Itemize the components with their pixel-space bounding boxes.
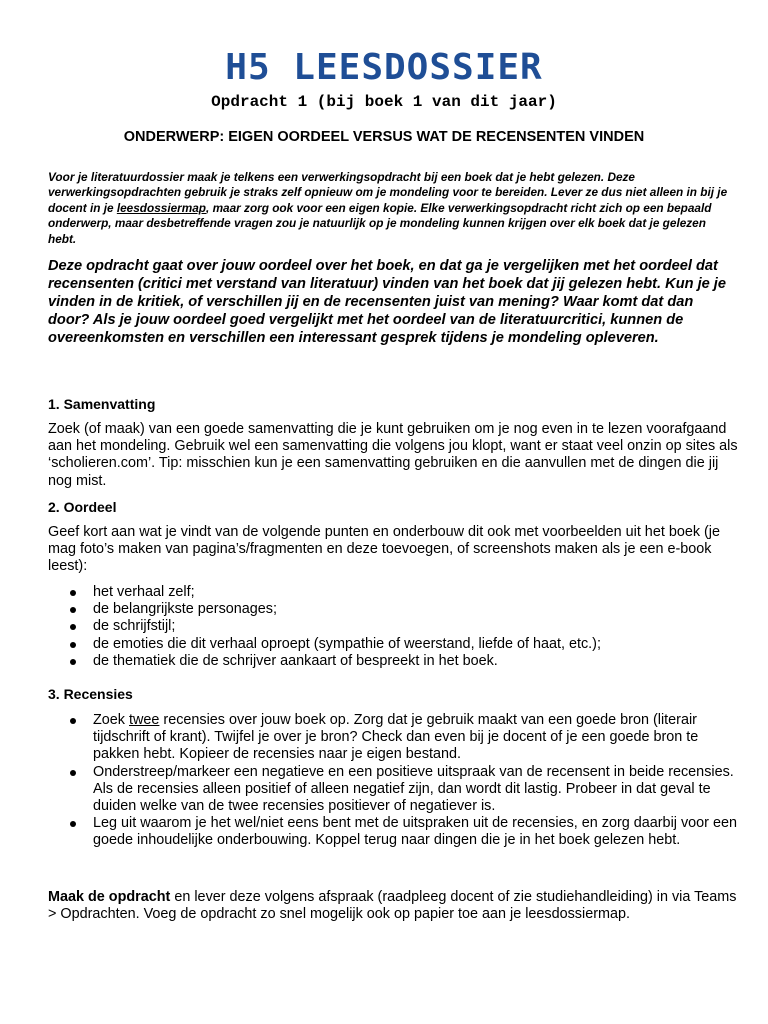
section-2-text: Geef kort aan wat je vindt van de volgende punten en onderbouw dit ook met voorbeelden uit het boek (je mag foto’s maken van pagina’s/fragmenten en deze toevoegen, of screenshots maken als je een e-book leest): [48, 524, 721, 575]
bullet-icon [70, 659, 76, 665]
list-item [48, 618, 738, 635]
list-item [48, 764, 738, 816]
lead-paragraph: Deze opdracht gaat over jouw oordeel over het boek, en dat ga je vergelijken met het oordeel dat recensenten (critici met verstand van literatuur) vinden van het boek dat jij gelezen hebt. Kun je je vinden in de kritiek, of verschillen jij en de recensenten juist van mening? Waar komt dat dan door? Als je jouw oordeel goed vergelijkt met het oordeel van de literatuurcritici, kunnen de overeenkomsten en verschillen een interessant gesprek tijdens je mondeling opleveren. [48, 258, 726, 347]
list-item-text: de thematiek die de schrijver aankaart of bespreekt in het boek. [93, 652, 498, 669]
section-2-heading: 2. Oordeel [48, 499, 117, 515]
list-item-text: de schrijfstijl; [93, 618, 176, 635]
bullet-icon [70, 718, 76, 724]
closing-text: en lever deze volgens afspraak (raadpleeg docent of zie studiehandleiding) in via Teams > Opdrachten. Voeg de opdracht zo snel mogelijk ook op papier toe aan je leesdossiermap. [48, 889, 737, 923]
list-item-text: de emoties die dit verhaal oproept (sympathie of weerstand, liefde of haat, etc.); [93, 635, 601, 652]
intro-text-after: , maar zorg ook voor een eigen kopie. Elke verwerkingsopdracht richt zich op een bepaald onderwerp, maar desbetreffende vragen zou je natuurlijk op je mondeling kunnen krijgen over elk boek dat je gelezen hebt. [48, 200, 712, 246]
underlined-word: twee [129, 712, 160, 728]
bullet-icon [70, 624, 76, 630]
assignment-subtitle: Opdracht 1 (bij boek 1 van dit jaar) [211, 93, 557, 111]
bullet-text-before: Zoek [93, 712, 129, 728]
section-1-heading: 1. Samenvatting [48, 396, 156, 412]
intro-paragraph [48, 170, 734, 247]
section-3-heading: 3. Recensies [48, 686, 133, 702]
recensies-bullet-list [48, 712, 738, 850]
list-item [48, 601, 738, 618]
list-item [48, 584, 738, 601]
list-item-text: Onderstreep/markeer een negatieve en een positieve uitspraak van de recensent in beide recensies. Als de recensies alleen positief of alleen negatief zijn, dan wordt dit lastig. Probeer in dat geval te duiden welke van de twee recensies positiever of negatiever is. [93, 763, 734, 815]
section-1-text: Zoek (of maak) van een goede samenvatting die je kunt gebruiken om je nog even in te lezen voorafgaand aan het mondeling. Gebruik wel een samenvatting die volgens jou klopt, want er staat veel onzin op sites als ‘scholieren.com’. Tip: misschien kun je een samenvatting gebruiken en die aanvullen met de dingen die jij nog mist. [48, 421, 738, 489]
list-item-text: de belangrijkste personages; [93, 601, 278, 618]
bullet-text-after: recensies over jouw boek op. Zorg dat je gebruik maakt van een goede bron (literair tijdschrift of krant). Twijfel je over je bron? Check dan even bij je docent of je een goede bron te pakken hebt. Kopieer de recensies naar je eigen bestand. [93, 712, 699, 763]
list-item [48, 815, 738, 849]
closing-bold-lead: Maak de opdracht [48, 889, 171, 905]
closing-paragraph [48, 889, 738, 923]
bullet-icon [70, 642, 76, 648]
intro-text-before: Voor je literatuurdossier maak je telkens een verwerkingsopdracht bij een boek dat je hebt gelezen. Deze verwerkingsopdrachten gebruik je straks zelf opnieuw om je mondeling voor te bereiden. Lever ze dus niet alleen in bij je docent in je [48, 170, 728, 215]
oordeel-bullet-list [48, 584, 738, 670]
bullet-icon [70, 590, 76, 596]
bullet-icon [70, 821, 76, 827]
document-title: H5 LEESDOSSIER [225, 47, 543, 88]
bullet-icon [70, 770, 76, 776]
list-item [48, 653, 738, 670]
list-item-text: Leg uit waarom je het wel/niet eens bent met de uitspraken uit de recensies, en zorg daarbij voor een goede inhoudelijke onderbouwing. Koppel terug naar dingen die je in het boek gelezen hebt. [93, 815, 737, 849]
list-item [48, 636, 738, 653]
list-item-text: het verhaal zelf; [93, 584, 195, 600]
leesdossiermap-link: leesdossiermap [116, 200, 207, 215]
list-item [48, 712, 738, 764]
bullet-icon [70, 607, 76, 613]
topic-heading: ONDERWERP: EIGEN OORDEEL VERSUS WAT DE RECENSENTEN VINDEN [123, 129, 645, 145]
